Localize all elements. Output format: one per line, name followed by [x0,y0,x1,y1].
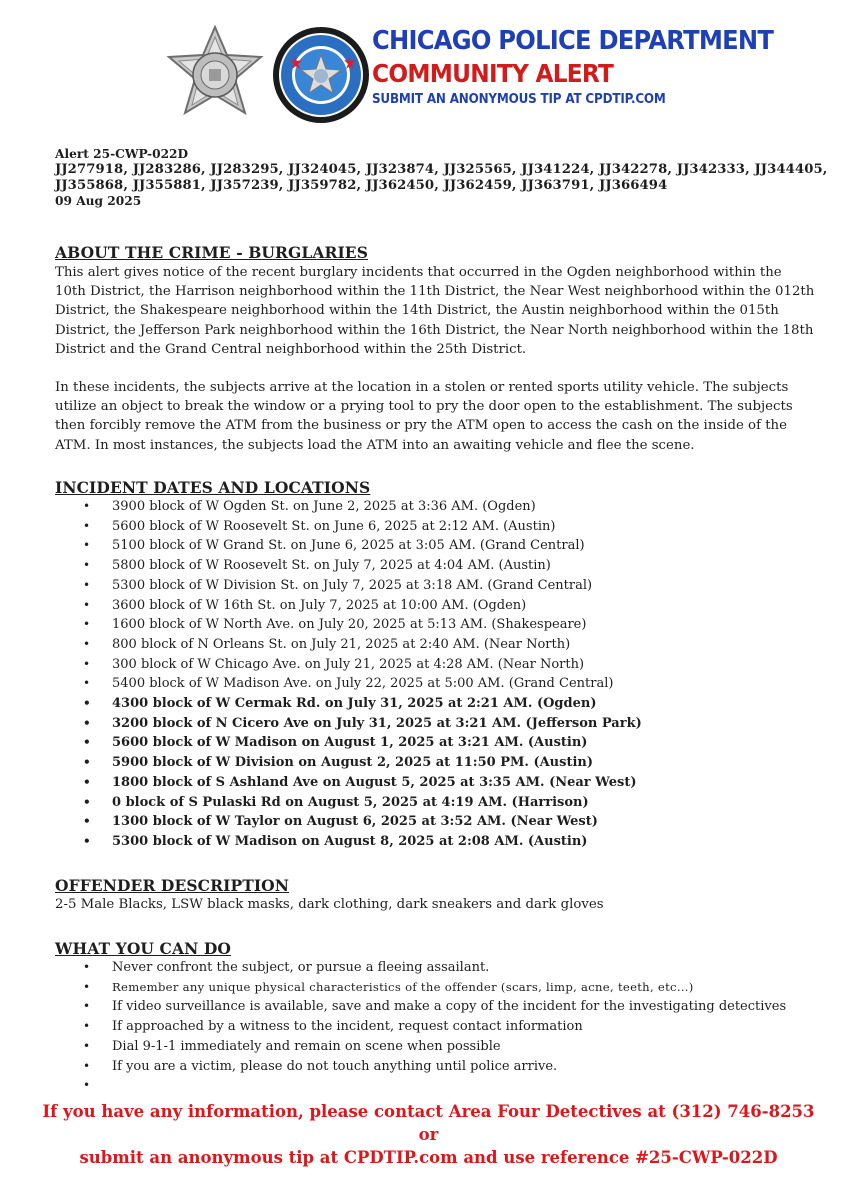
actions-section [55,939,815,1076]
offender-description: 2-5 Male Blacks, LSW black masks, dark clothing, dark sneakers and dark gloves [55,897,604,912]
incident-item: • 5400 block of W Madison Ave. on July 22, 2025 at 5:00 AM. (Grand Central) [55,674,815,694]
about-paragraph-1: This alert gives notice of the recent burglary incidents that occurred in the Ogden neighborhood within the 10th District, the Harrison neighborhood within the 11th District, the Near West neighborhood within the 012th District, the Shakespeare neighborhood within the 14th District, the Austin neighborhood within the 015th District, the Jefferson Park neighborhood within the 16th District, the Near North neighborhood within the 18th District and the Grand Central neighborhood within the 25th District. [55,265,815,357]
incident-item: • 300 block of W Chicago Ave. on July 21, 2025 at 4:28 AM. (Near North) [55,655,815,675]
action-item: • Never confront the subject, or pursue a fleeing assailant. [55,958,815,978]
about-section [55,243,815,455]
action-item: • Dial 9-1-1 immediately and remain on scene when possible [55,1037,815,1057]
incident-item: • 800 block of N Orleans St. on July 21, 2025 at 2:40 AM. (Near North) [55,635,815,655]
incident-item: • 5600 block of W Madison on August 1, 2025 at 3:21 AM. (Austin) [55,733,815,753]
department-title: CHICAGO POLICE DEPARTMENT [372,26,774,56]
action-item: • If video surveillance is available, save and make a copy of the incident for the investigating detectives [55,997,815,1017]
offender-section [55,876,815,914]
incident-item: • 5300 block of W Division St. on July 7, 2025 at 3:18 AM. (Grand Central) [55,576,815,596]
alert-date: 09 Aug 2025 [55,193,142,208]
incident-item: • 5300 block of W Madison on August 8, 2025 at 2:08 AM. (Austin) [55,832,815,852]
alert-id: Alert 25-CWP-022D [55,147,189,161]
alert-meta [55,147,835,209]
action-item: • If approached by a witness to the incident, request contact information [55,1017,815,1037]
detective-badge-icon [165,25,265,130]
case-numbers: JJ277918, JJ283286, JJ283295, JJ324045, JJ323874, JJ325565, JJ341224, JJ342278, JJ342333, JJ344405, JJ355868, JJ355881, JJ357239, JJ359782, JJ362450, JJ362459, JJ363791, JJ366494 [55,162,828,193]
incidents-section [55,478,815,852]
incident-item: • 3200 block of N Cicero Ave on July 31, 2025 at 3:21 AM. (Jefferson Park) [55,714,815,734]
contact-line-2: submit an anonymous tip at CPDTIP.com and use reference #25-CWP-022D [79,1148,778,1167]
incident-item: • 5900 block of W Division on August 2, 2025 at 11:50 PM. (Austin) [55,753,815,773]
incidents-list [55,497,815,852]
actions-list [55,958,815,1076]
incident-item: • 1300 block of W Taylor on August 6, 2025 at 3:52 AM. (Near West) [55,812,815,832]
incident-item: • 3600 block of W 16th St. on July 7, 2025 at 10:00 AM. (Ogden) [55,596,815,616]
incident-item: • 5600 block of W Roosevelt St. on June 6, 2025 at 2:12 AM. (Austin) [55,517,815,537]
action-item: • Remember any unique physical characteristics of the offender (scars, limp, acne, teeth, etc…) [55,978,815,998]
tip-line-text: SUBMIT AN ANONYMOUS TIP AT CPDTIP.COM [372,92,666,107]
incident-item: • 5100 block of W Grand St. on June 6, 2025 at 3:05 AM. (Grand Central) [55,536,815,556]
offender-heading: OFFENDER DESCRIPTION [55,876,290,895]
header-title-block [372,26,842,109]
incidents-heading: INCIDENT DATES AND LOCATIONS [55,478,371,497]
incident-item: • 4300 block of W Cermak Rd. on July 31, 2025 at 2:21 AM. (Ogden) [55,694,815,714]
community-policing-logo-icon [271,25,371,125]
incident-item: • 1600 block of W North Ave. on July 20, 2025 at 5:13 AM. (Shakespeare) [55,615,815,635]
incident-item: • 1800 block of S Ashland Ave on August 5, 2025 at 3:35 AM. (Near West) [55,773,815,793]
contact-footer [40,1100,817,1169]
contact-line-1: If you have any information, please contact Area Four Detectives at (312) 746-8253 or [42,1102,815,1144]
about-paragraph-2: In these incidents, the subjects arrive at the location in a stolen or rented sports utility vehicle. The subjects utilize an object to break the window or a prying tool to pry the door open to the establishment. The subjects then forcibly remove the ATM from the business or pry the ATM open to access the cash on the inside of the ATM. In most instances, the subjects load the ATM into an awaiting vehicle and flee the scene. [55,380,793,453]
incident-item: • 5800 block of W Roosevelt St. on July 7, 2025 at 4:04 AM. (Austin) [55,556,815,576]
about-heading: ABOUT THE CRIME - BURGLARIES [55,243,369,262]
action-item: • If you are a victim, please do not touch anything until police arrive. [55,1057,815,1077]
actions-heading: WHAT YOU CAN DO [55,939,232,958]
alert-type-title: COMMUNITY ALERT [372,59,614,88]
incident-item: • 0 block of S Pulaski Rd on August 5, 2025 at 4:19 AM. (Harrison) [55,793,815,813]
incident-item: • 3900 block of W Ogden St. on June 2, 2025 at 3:36 AM. (Ogden) [55,497,815,517]
